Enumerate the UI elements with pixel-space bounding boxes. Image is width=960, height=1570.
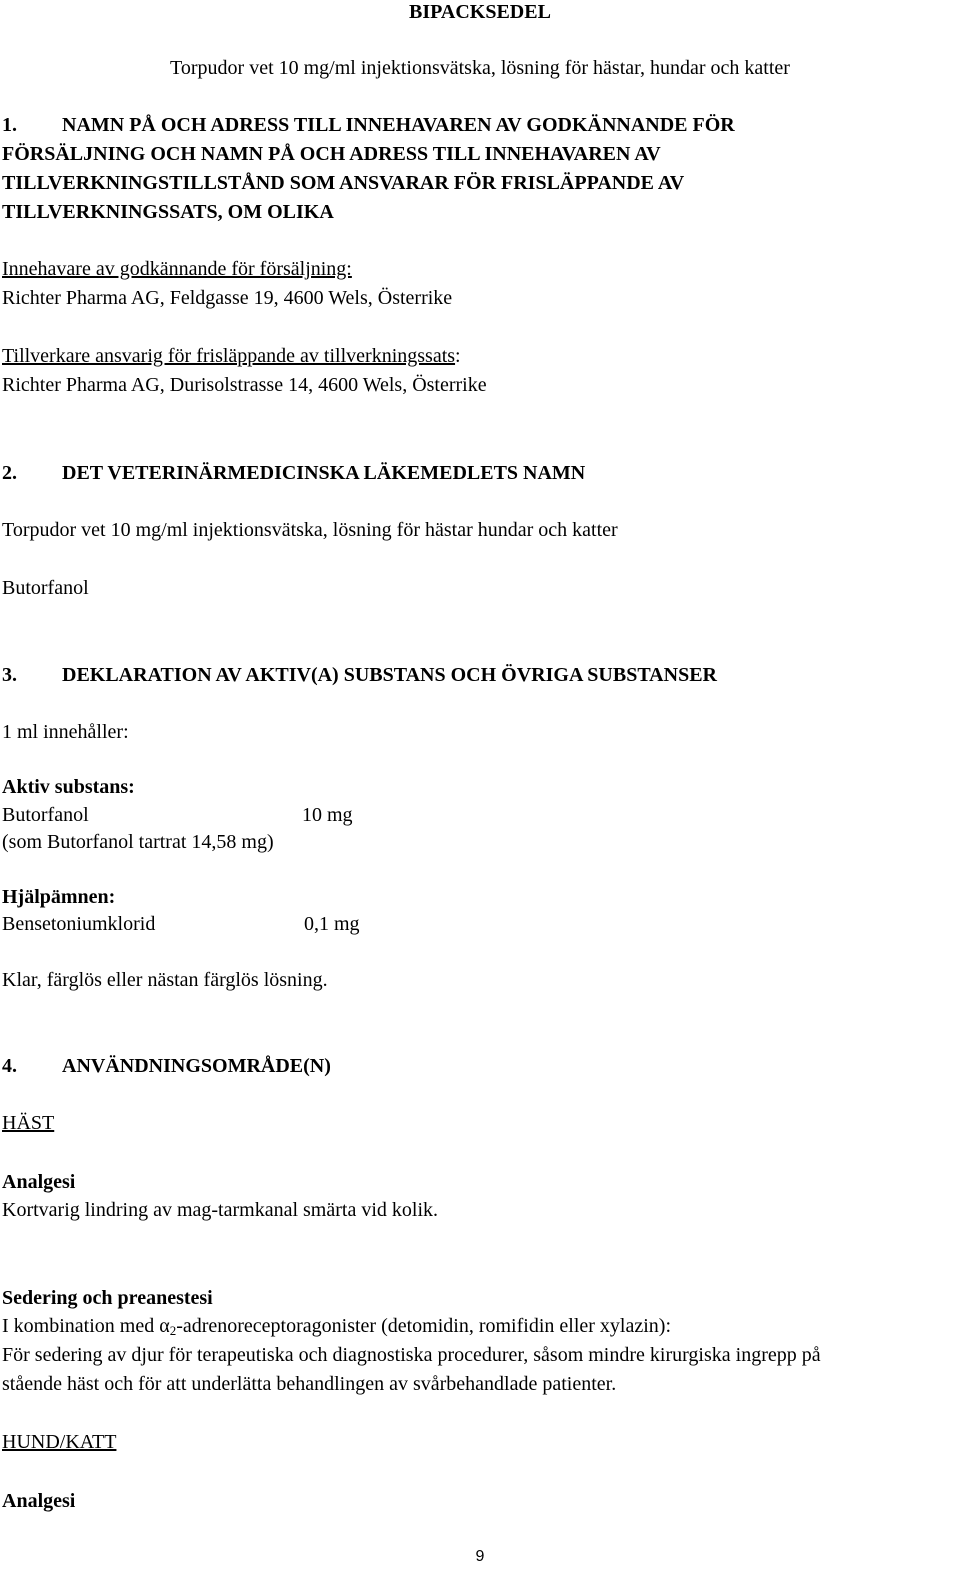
- active-substance-label: Aktiv substans:: [2, 776, 135, 798]
- excipient-quantity: 0,1 mg: [304, 913, 360, 935]
- section-2-number: 2.: [2, 462, 17, 484]
- product-subtitle: Torpudor vet 10 mg/ml injektionsvätska, lösning för hästar, hundar och katter: [170, 57, 790, 79]
- section-1-heading-line-3: TILLVERKNINGSTILLSTÅND SOM ANSVARAR FÖR FRISLÄPPANDE AV: [2, 172, 685, 194]
- active-substance-quantity: 10 mg: [302, 804, 353, 826]
- dog-cat-heading: HUND/KATT: [2, 1431, 117, 1453]
- section-1-number: 1.: [2, 114, 17, 136]
- excipient-label: Hjälpämnen:: [2, 886, 116, 908]
- sedation-label: Sedering och preanestesi: [2, 1287, 213, 1309]
- active-substance-note: (som Butorfanol tartrat 14,58 mg): [2, 831, 274, 853]
- document-title: BIPACKSEDEL: [409, 1, 551, 23]
- mah-address: Richter Pharma AG, Feldgasse 19, 4600 Wels, Österrike: [2, 287, 453, 309]
- horse-heading: HÄST: [2, 1112, 55, 1134]
- dog-cat-analgesia-label: Analgesi: [2, 1490, 76, 1512]
- active-substance-name: Butorfanol: [2, 804, 89, 826]
- section-1-heading-line-1: 1. NAMN PÅ OCH ADRESS TILL INNEHAVAREN AV GODKÄNNANDE FÖR: [2, 114, 735, 136]
- manufacturer-label-line: Tillverkare ansvarig för frisläppande av tillverkningssats:: [2, 345, 461, 367]
- mah-label: Innehavare av godkännande för försäljning:: [2, 258, 352, 280]
- appearance-text: Klar, färglös eller nästan färglös lösning.: [2, 969, 328, 991]
- horse-analgesia-text: Kortvarig lindring av mag-tarmkanal smärta vid kolik.: [2, 1199, 438, 1221]
- composition-intro: 1 ml innehåller:: [2, 721, 129, 743]
- sedation-text-line-1: För sedering av djur för terapeutiska och diagnostiska procedurer, såsom mindre kirurgiska ingrepp på: [2, 1344, 821, 1366]
- section-1-heading-line-2: FÖRSÄLJNING OCH NAMN PÅ OCH ADRESS TILL INNEHAVAREN AV: [2, 143, 661, 165]
- section-4-heading: 4. ANVÄNDNINGSOMRÅDE(N): [2, 1055, 331, 1077]
- excipient-name: Bensetoniumklorid: [2, 913, 156, 935]
- manufacturer-address: Richter Pharma AG, Durisolstrasse 14, 4600 Wels, Österrike: [2, 374, 487, 396]
- combination-text: I kombination med $\alpha_2$-adrenoreceptoragonister (detomidin, romifidin eller xylazin):: [2, 1315, 672, 1338]
- section-4-number: 4.: [2, 1055, 17, 1077]
- substance-name: Butorfanol: [2, 577, 89, 599]
- page-number: 9: [475, 1548, 485, 1565]
- horse-analgesia-label: Analgesi: [2, 1171, 76, 1193]
- section-3-number: 3.: [2, 664, 17, 686]
- section-1-heading-line-4: TILLVERKNINGSSATS, OM OLIKA: [2, 201, 334, 223]
- section-3-heading: 3. DEKLARATION AV AKTIV(A) SUBSTANS OCH ÖVRIGA SUBSTANSER: [2, 664, 717, 686]
- manufacturer-label: Tillverkare ansvarig för frisläppande av tillverkningssats: [2, 345, 456, 367]
- product-name: Torpudor vet 10 mg/ml injektionsvätska, lösning för hästar hundar och katter: [2, 519, 618, 541]
- section-2-heading: 2. DET VETERINÄRMEDICINSKA LÄKEMEDLETS NAMN: [2, 462, 586, 484]
- sedation-text-line-2: stående häst och för att underlätta behandlingen av svårbehandlade patienter.: [2, 1373, 617, 1395]
